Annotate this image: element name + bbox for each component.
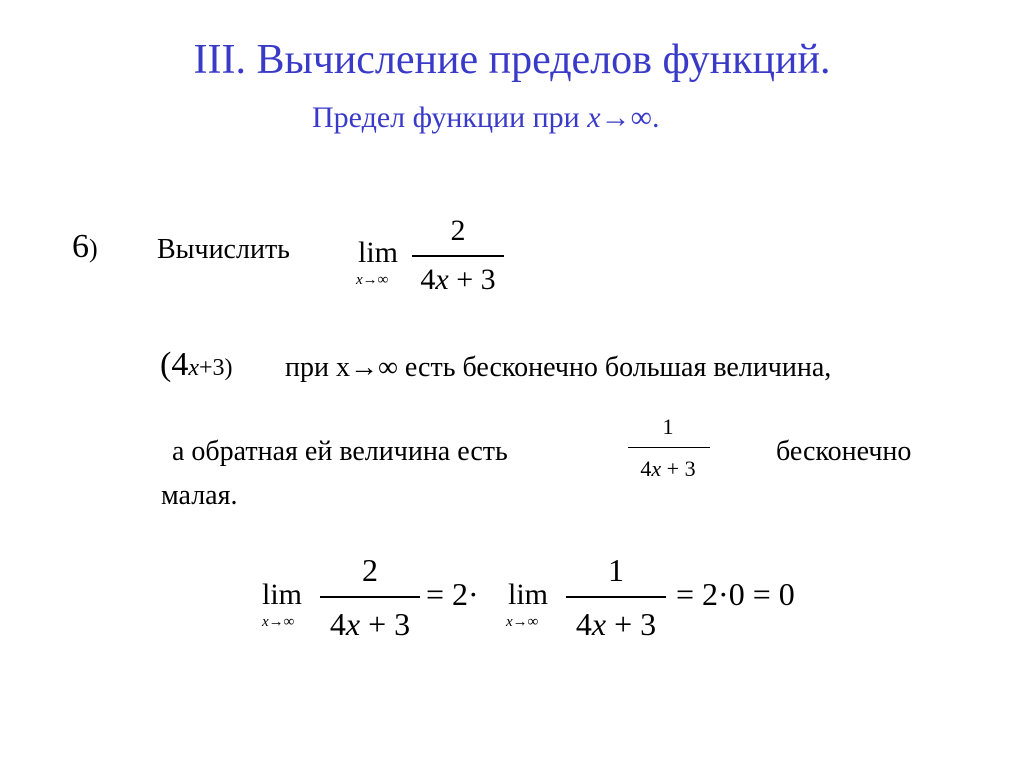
slide-subtitle bbox=[312, 100, 659, 136]
fraction-numerator: 2 bbox=[450, 214, 466, 247]
solution-lim-1-subscript: x→∞ bbox=[262, 614, 295, 630]
solution-equals-1: = 2· bbox=[426, 576, 479, 612]
problem-number-paren: ) bbox=[89, 234, 98, 263]
expr-variable: x bbox=[188, 355, 199, 381]
lim-word: lim bbox=[358, 236, 399, 269]
inverse-fraction-numerator: 1 bbox=[662, 414, 674, 439]
problem-number-digit: 6 bbox=[72, 228, 89, 265]
lim-subscript: x→∞ bbox=[356, 272, 389, 288]
solution-equation bbox=[258, 548, 858, 648]
explanation-line-1 bbox=[160, 346, 233, 384]
solution-numerator-1: 2 bbox=[362, 552, 378, 588]
inverse-fraction bbox=[624, 412, 712, 488]
problem-limit-expression bbox=[356, 212, 516, 302]
solution-denominator-2: 4x + 3 bbox=[575, 606, 657, 642]
inverse-fraction-bar bbox=[628, 447, 710, 448]
fraction-bar bbox=[412, 255, 504, 257]
solution-denominator-1: 4x + 3 bbox=[329, 606, 411, 642]
explanation-line-2-end: бесконечно bbox=[776, 436, 912, 467]
solution-result: = 2·0 = 0 bbox=[676, 576, 795, 612]
solution-fraction-bar-2 bbox=[566, 596, 666, 598]
expr-after-variable: +3) bbox=[198, 355, 233, 381]
solution-fraction-bar-1 bbox=[320, 596, 420, 598]
expr-paren-open: (4 bbox=[160, 346, 189, 383]
problem-label: Вычислить bbox=[157, 234, 290, 265]
subtitle-variable: x bbox=[587, 101, 601, 134]
subtitle-tail: →∞. bbox=[600, 101, 660, 134]
explanation-line-3: малая. bbox=[161, 480, 238, 511]
solution-lim-1: lim bbox=[262, 578, 303, 611]
solution-numerator-2: 1 bbox=[608, 552, 624, 588]
solution-lim-2-subscript: x→∞ bbox=[506, 614, 539, 630]
fraction-denominator: 4x + 3 bbox=[420, 263, 496, 296]
solution-lim-2: lim bbox=[508, 578, 549, 611]
slide-title: III. Вычисление пределов функций. bbox=[193, 37, 831, 83]
explanation-line-1-rest: при х→∞ есть бесконечно большая величина, bbox=[285, 352, 832, 383]
problem-number bbox=[72, 228, 98, 266]
inverse-fraction-denominator: 4x + 3 bbox=[640, 456, 696, 481]
explanation-line-2-start: а обратная ей величина есть bbox=[172, 436, 508, 467]
subtitle-text: Предел функции при bbox=[312, 101, 588, 134]
